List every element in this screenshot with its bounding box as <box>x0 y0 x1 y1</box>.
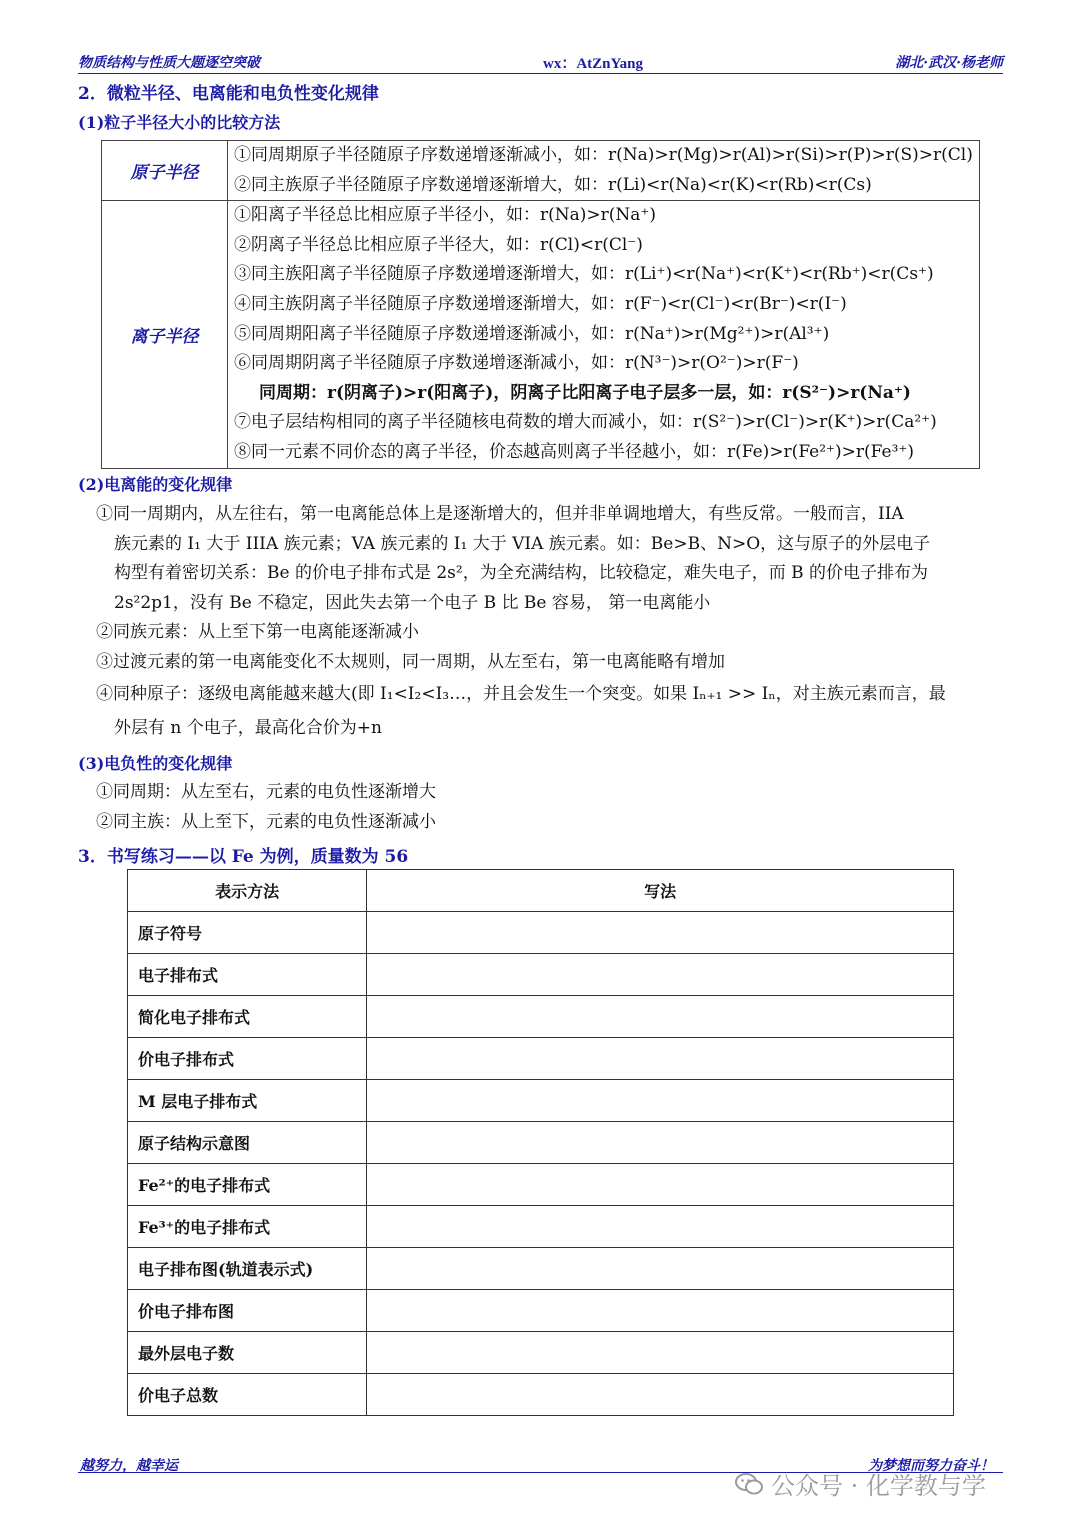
table-row <box>128 1248 954 1290</box>
col-header-method: 表示方法 <box>128 870 367 912</box>
section2-sub3: (3)电负性的变化规律 <box>78 754 233 773</box>
en-line-2: ②同主族：从上至下，元素的电负性逐渐减小 <box>96 811 436 832</box>
atom-rule-1: ①同周期原子半径随原子序数递增逐渐减小，如：r(Na)>r(Mg)>r(Al)>r(Si)>r(P)>r(S)>r(Cl) <box>234 145 973 165</box>
ionization-energy-text <box>96 500 1006 743</box>
ion-radius-label: 离子半径 <box>102 201 228 468</box>
footer-right: 为梦想而努力奋斗！ <box>868 1458 994 1474</box>
row-label: 最外层电子数 <box>128 1332 367 1374</box>
atom-radius-content <box>228 141 980 201</box>
row-label: 价电子排布图 <box>128 1290 367 1332</box>
row-label: M 层电子排布式 <box>128 1080 367 1122</box>
ion-rule-2: ②阴离子半径总比相应原子半径大，如：r(Cl)<r(Cl⁻) <box>234 234 643 255</box>
answer-cell[interactable] <box>367 1206 954 1248</box>
ie-line-2: 族元素的 I₁ 大于 IIIA 族元素；VA 族元素的 I₁ 大于 VIA 族元素。如：Be>B、N>O，这与原子的外层电子 <box>114 533 931 554</box>
section2-title: 2．微粒半径、电离能和电负性变化规律 <box>78 84 379 104</box>
row-label: Fe³⁺的电子排布式 <box>128 1206 367 1248</box>
ie-line-7: ④同种原子：逐级电离能越来越大(即 I₁<I₂<I₃…，并且会发生一个突变。如果 Iₙ₊₁ >> Iₙ，对主族元素而言，最 <box>96 684 946 704</box>
ie-line-5: ②同族元素：从上至下第一电离能逐渐减小 <box>96 622 419 642</box>
header-center: wx：AtZnYang <box>543 56 644 72</box>
page-header <box>78 52 1003 72</box>
table-row <box>128 1038 954 1080</box>
electronegativity-text <box>96 778 1006 837</box>
answer-cell[interactable] <box>367 954 954 996</box>
table-row <box>128 1332 954 1374</box>
ie-line-1: ①同一周期内，从左往右，第一电离能总体上是逐渐增大的，但并非单调地增大，有些反常。一般而言，IIA <box>96 504 904 524</box>
table-row <box>128 1164 954 1206</box>
row-label: 价电子总数 <box>128 1374 367 1416</box>
table-row <box>128 912 954 954</box>
ion-rule-7: ⑦电子层结构相同的离子半径随核电荷数的增大而减小，如：r(S²⁻)>r(Cl⁻)>r(K⁺)>r(Ca²⁺) <box>234 412 937 433</box>
ion-radius-content <box>228 201 980 468</box>
row-label: 价电子排布式 <box>128 1038 367 1080</box>
ion-rule-3: ③同主族阳离子半径随原子序数递增逐渐增大，如：r(Li⁺)<r(Na⁺)<r(K⁺)<r(Rb⁺)<r(Cs⁺) <box>234 264 934 285</box>
atom-radius-row <box>102 141 980 201</box>
answer-cell[interactable] <box>367 1080 954 1122</box>
ie-line-8: 外层有 n 个电子，最高化合价为+n <box>114 717 382 738</box>
atom-rule-2: ②同主族原子半径随原子序数递增逐渐增大，如：r(Li)<r(Na)<r(K)<r(Rb)<r(Cs) <box>234 174 872 195</box>
answer-cell[interactable] <box>367 912 954 954</box>
table-row <box>128 996 954 1038</box>
col-header-writing: 写法 <box>367 870 954 912</box>
answer-cell[interactable] <box>367 1248 954 1290</box>
row-label: 电子排布图(轨道表示式) <box>128 1248 367 1290</box>
header-divider <box>78 73 1003 74</box>
footer-left: 越努力，越幸运 <box>80 1458 178 1474</box>
table-row <box>128 1122 954 1164</box>
table-row <box>128 1080 954 1122</box>
answer-cell[interactable] <box>367 1332 954 1374</box>
answer-cell[interactable] <box>367 1038 954 1080</box>
answer-cell[interactable] <box>367 1164 954 1206</box>
section3-title: 3．书写练习——以 Fe 为例，质量数为 56 <box>78 847 409 867</box>
ion-rule-8: ⑧同一元素不同价态的离子半径，价态越高则离子半径越小，如：r(Fe)>r(Fe²⁺)>r(Fe³⁺) <box>234 441 915 462</box>
answer-cell[interactable] <box>367 1374 954 1416</box>
watermark-text: 公众号 · 化学教与学 <box>771 1472 986 1500</box>
table-row <box>128 1206 954 1248</box>
en-line-1: ①同周期：从左至右，元素的电负性逐渐增大 <box>96 782 436 802</box>
ie-line-3: 构型有着密切关系：Be 的价电子排布式是 2s²，为全充满结构，比较稳定，难失电子，而 B 的价电子排布为 <box>114 563 929 583</box>
table-row <box>128 1374 954 1416</box>
table-row <box>128 1290 954 1332</box>
answer-cell[interactable] <box>367 1122 954 1164</box>
row-label: 电子排布式 <box>128 954 367 996</box>
ion-rule-1: ①阳离子半径总比相应原子半径小，如：r(Na)>r(Na⁺) <box>234 205 657 226</box>
ion-rule-6: ⑥同周期阴离子半径随原子序数递增逐渐减小，如：r(N³⁻)>r(O²⁻)>r(F⁻) <box>234 353 799 374</box>
ion-rule-4: ④同主族阴离子半径随原子序数递增逐渐增大，如：r(F⁻)<r(Cl⁻)<r(Br⁻)<r(I⁻) <box>234 293 847 314</box>
ion-radius-row <box>102 201 980 468</box>
watermark <box>735 1466 986 1501</box>
section2-sub2: (2)电离能的变化规律 <box>78 475 233 494</box>
ie-line-6: ③过渡元素的第一电离能变化不太规则，同一周期，从左至右，第一电离能略有增加 <box>96 651 725 672</box>
practice-table <box>127 869 954 1416</box>
answer-cell[interactable] <box>367 1290 954 1332</box>
row-label: 原子结构示意图 <box>128 1122 367 1164</box>
table-row <box>128 954 954 996</box>
ion-rule-5: ⑤同周期阳离子半径随原子序数递增逐渐减小，如：r(Na⁺)>r(Mg²⁺)>r(Al³⁺) <box>234 323 830 344</box>
atom-radius-label: 原子半径 <box>102 141 228 201</box>
ion-rule-note: 同周期：r(阴离子)>r(阳离子)，阴离子比阳离子电子层多一层，如：r(S²⁻)>r(Na⁺) <box>259 382 911 403</box>
ie-line-4: 2s²2p1，没有 Be 不稳定，因此失去第一个电子 B 比 Be 容易， 第一电离能小 <box>114 592 711 613</box>
wechat-icon <box>735 1473 763 1495</box>
section2-sub1: (1)粒子半径大小的比较方法 <box>78 113 281 132</box>
row-label: Fe²⁺的电子排布式 <box>128 1164 367 1206</box>
row-label: 简化电子排布式 <box>128 996 367 1038</box>
radius-table <box>101 140 980 469</box>
row-label: 原子符号 <box>128 912 367 954</box>
answer-cell[interactable] <box>367 996 954 1038</box>
practice-header-row <box>128 870 954 912</box>
header-left: 物质结构与性质大题逐空突破 <box>78 55 260 71</box>
header-right: 湖北·武汉·杨老师 <box>895 55 1003 71</box>
